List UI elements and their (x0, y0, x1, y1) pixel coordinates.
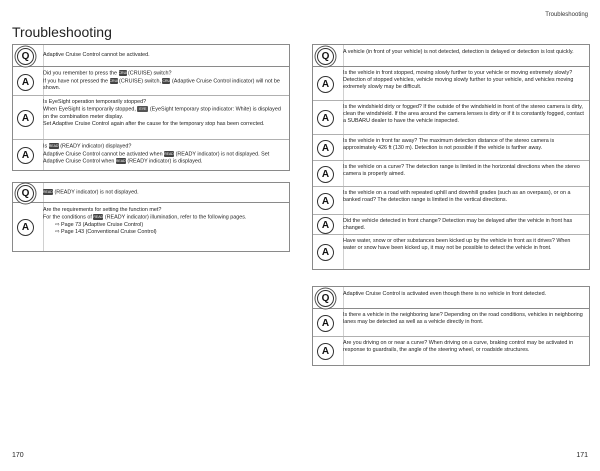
acc-indicator-icon: CRUISE (162, 78, 176, 83)
running-head: Troubleshooting (545, 12, 588, 18)
answer-badge: A (317, 76, 334, 93)
question-badge: Q (17, 48, 34, 65)
answer-badge: A (17, 219, 34, 236)
answer-text: Is there a vehicle in the neighboring lane? Depending on the road conditions, vehicles in neighboring lanes may be detected as well as a vehicle directly in front. (343, 312, 583, 326)
answer-row (313, 187, 589, 215)
qa-block-detection (312, 44, 590, 270)
answer-text: Is EyeSight operation temporarily stopped? When EyeSight is temporarily stopped, EYE (EyeSight temporary stop indicator: White) is displayed on the combination meter display. Set Adaptive Cruise Control again after the cause for the temporary stop has been corrected. (43, 99, 281, 128)
answer-text: Did the vehicle detected in front change? Detection may be delayed after the vehicle in front has changed. (343, 218, 573, 232)
cruise-switch-icon: CRUISE (109, 78, 123, 83)
answer-row (313, 309, 589, 337)
ready-indicator-icon: READY (43, 190, 56, 194)
ready-indicator-icon: READY (93, 215, 106, 220)
answer-row (313, 235, 589, 269)
answer-text: Is the vehicle in front far away? The maximum detection distance of the stereo camera is approximately 426 ft (130 m). Detection is not possible if the vehicle is farther away. (343, 138, 555, 152)
answer-badge: A (317, 193, 334, 210)
page-title: Troubleshooting (12, 24, 112, 40)
answer-badge: A (17, 74, 34, 91)
question-row (13, 45, 289, 67)
answer-badge: A (317, 140, 334, 157)
answer-text: Is the vehicle on a road with repeated uphill and downhill grades (such as an overpass), or on a banked road? The detection range is limited in the vertical directions. (343, 190, 571, 204)
answer-badge: A (17, 110, 34, 127)
answer-row (13, 140, 289, 170)
answer-row (313, 101, 589, 135)
answer-row (13, 96, 289, 140)
page-number: 171 (576, 452, 588, 459)
question-badge: Q (17, 185, 34, 202)
answer-row (313, 337, 589, 365)
question-row (13, 183, 289, 203)
answer-row (313, 161, 589, 187)
answer-text: Is the vehicle on a curve? The detection range is limited in the horizontal directions when the stereo camera is properly aimed. (343, 164, 580, 178)
question-badge: Q (317, 48, 334, 65)
answer-row (313, 67, 589, 101)
qa-block-false-activation (312, 286, 590, 366)
answer-badge: A (317, 166, 334, 183)
answer-row (13, 203, 289, 251)
ready-indicator-icon: READY (115, 159, 128, 164)
answer-badge: A (17, 147, 34, 164)
page-reference[interactable]: ⇨ Page 73 (Adaptive Cruise Control) (55, 221, 144, 228)
answer-text: Have water, snow or other substances been kicked up by the vehicle in front as it drives? When water or snow have been kicked up, it may not be possible to detect the vehicle in front. (343, 238, 571, 252)
answer-badge: A (317, 244, 334, 261)
question-text: Adaptive Cruise Control cannot be activated. (43, 52, 150, 58)
page-number: 170 (12, 452, 24, 459)
answer-text: Are you driving on or near a curve? When driving on a curve, braking control may be activated in response to guardrails, the angle of the steering wheel, or roadside structures. (343, 340, 574, 354)
answer-text: Are the requirements for setting the function met? For the conditions of READY (READY indicator) illumination, refer to the following pages. ⇨ Page 73 (Adaptive Cruise Control) ⇨ Page 143 (Conventional Cruise Control) (43, 207, 247, 236)
right-page (300, 0, 600, 471)
answer-badge: A (317, 110, 334, 127)
answer-badge: A (317, 315, 334, 332)
ready-indicator-icon: READY (164, 151, 177, 156)
answer-text: Is READY (READY indicator) displayed? Adaptive Cruise Control cannot be activated when READY (READY indicator) is not displayed. Set Adaptive Cruise Control when READY (READY indicator) is displayed. (43, 143, 270, 165)
qa-block-ready (12, 182, 290, 252)
question-text: Adaptive Cruise Control is activated even though there is no vehicle in front detected. (343, 291, 547, 297)
answer-badge: A (317, 217, 334, 234)
question-text: A vehicle (in front of your vehicle) is not detected, detection is delayed or detection is lost quickly. (343, 49, 574, 55)
answer-text: Did you remember to press the CRUISE (CRUISE) switch? If you have not pressed the CRUISE (CRUISE) switch, CRUISE (Adaptive Cruise Control indicator) will not be shown. (43, 70, 280, 92)
eyesight-stop-icon: EYE (139, 107, 147, 112)
question-row (313, 287, 589, 309)
page-reference[interactable]: ⇨ Page 143 (Conventional Cruise Control) (55, 229, 157, 236)
answer-text: Is the vehicle in front stopped, moving slowly further to your vehicle or moving extremely slowly? Detection of stopped vehicles, vehicle moving slowly further to your vehicle, and vehicles moving extremely slowly may be difficult. (343, 70, 574, 91)
question-row (313, 45, 589, 67)
answer-row (13, 67, 289, 96)
answer-text: Is the windshield dirty or fogged? If the outside of the windshield in front of the stereo camera is dirty, clean the windshield. If the area around the camera lenses is dirty or if it is constantly fogged, contact a SUBARU dealer to have the vehicle inspected. (343, 104, 584, 125)
question-text: READY (READY indicator) is not displayed. (43, 189, 139, 196)
question-badge: Q (317, 290, 334, 307)
answer-row (313, 215, 589, 235)
qa-block-activation (12, 44, 290, 171)
answer-badge: A (317, 343, 334, 360)
ready-indicator-icon: READY (48, 144, 61, 148)
cruise-switch-icon: CRUISE (118, 71, 132, 75)
answer-row (313, 135, 589, 161)
